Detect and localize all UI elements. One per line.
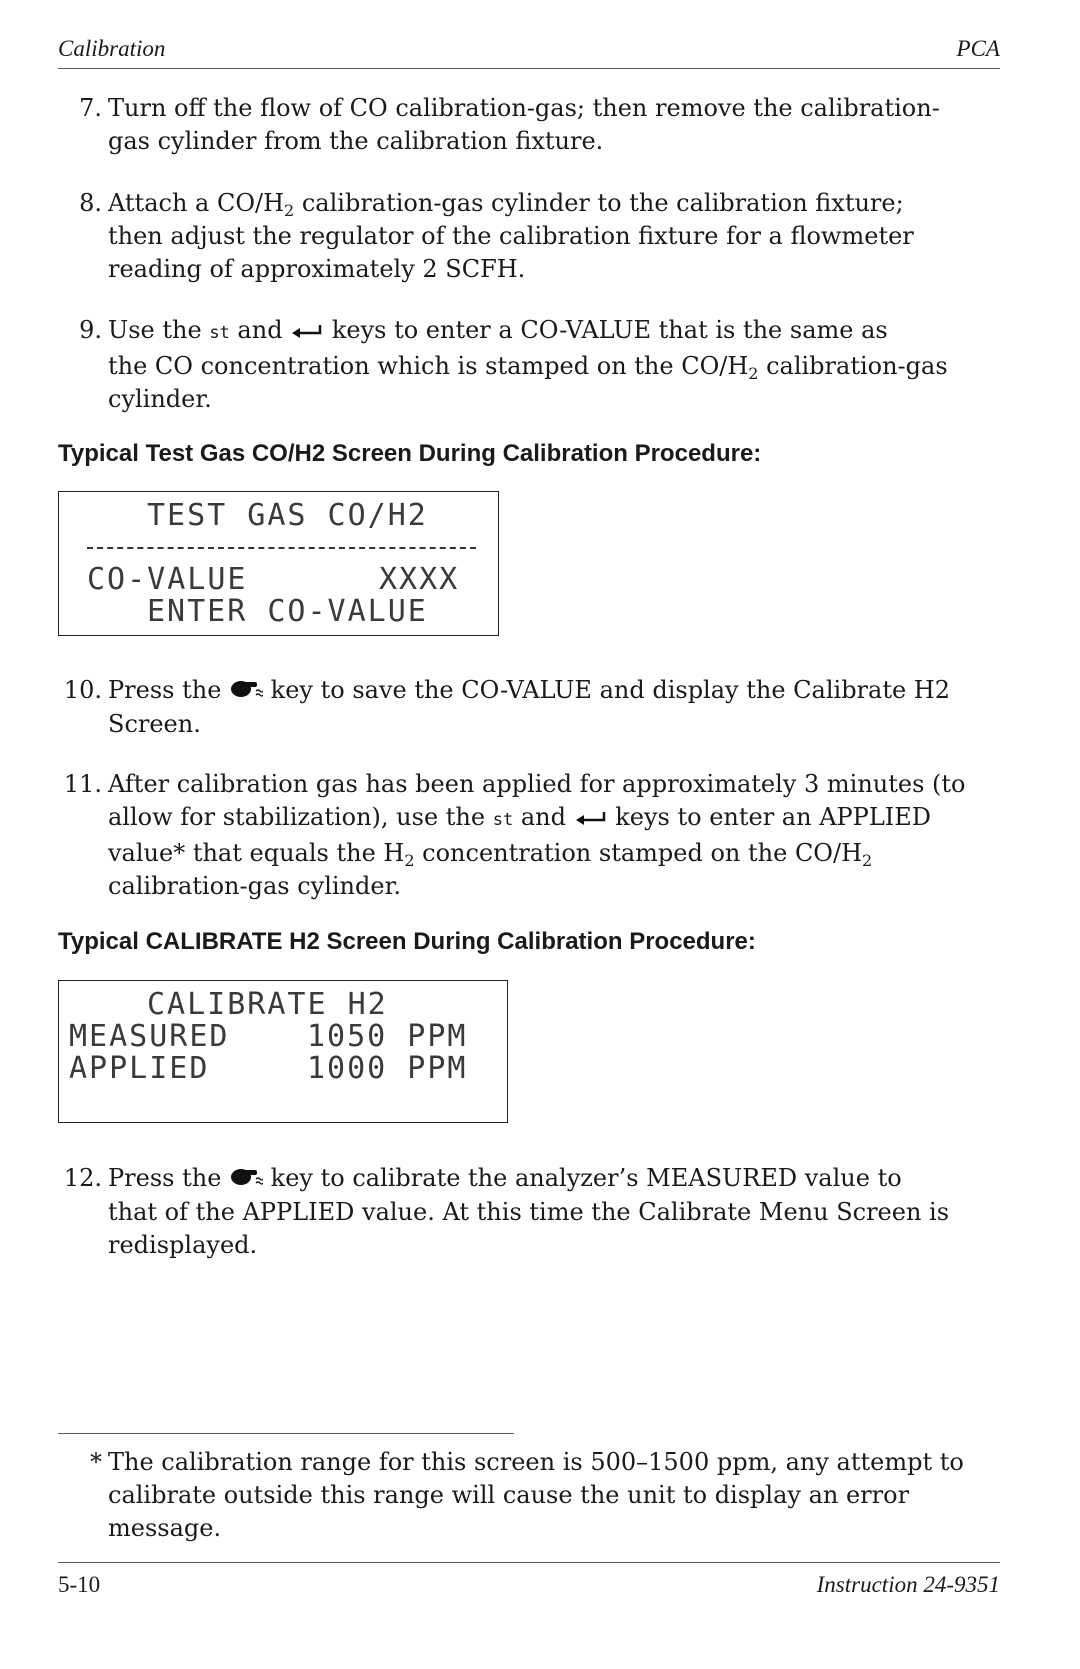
lcd-measured-value: 1050 PPM (307, 1019, 468, 1054)
text-span: Use the (108, 316, 210, 344)
step-text-line: that of the APPLIED value. At this time the Calibrate Menu Screen is (108, 1198, 950, 1226)
step-text-line: After calibration gas has been applied for approximately 3 minutes (to (108, 770, 966, 798)
footnote-line: The calibration range for this screen is 500–1500 ppm, any attempt to (108, 1448, 964, 1476)
lcd-co-value-label: CO-VALUE (87, 562, 248, 597)
text-span: Attach a CO/H (108, 189, 285, 217)
lcd-applied-value: 1000 PPM (307, 1051, 468, 1086)
footer-rule (58, 1562, 1000, 1563)
lcd-prompt: ENTER CO-VALUE (147, 594, 428, 629)
step-text-line (108, 674, 1000, 708)
text-span: keys to enter a CO-VALUE that is the same as (324, 316, 888, 344)
step-text-line: calibration-gas cylinder. (108, 872, 402, 900)
arrow-keys-glyph: st (209, 323, 230, 343)
step-10 (63, 674, 1000, 741)
text-span: concentration stamped on the CO/H (414, 839, 862, 867)
text-span: Press the (108, 676, 230, 704)
text-span: key to save the CO-VALUE and display the Calibrate H2 (263, 676, 951, 704)
text-span: and (229, 316, 291, 344)
subscript: 2 (748, 364, 759, 383)
lcd-calibrate-h2-screen (58, 980, 508, 1123)
page-footer (58, 1572, 1000, 1598)
step-text-line (108, 1162, 1000, 1196)
text-span: calibration-gas cylinder to the calibration fixture; (294, 189, 904, 217)
step-text-line (108, 350, 1000, 383)
text-span: and (513, 803, 574, 831)
footnote-rule (58, 1433, 514, 1434)
lcd-applied-label: APPLIED (69, 1051, 210, 1086)
step-number: 8. (79, 189, 102, 217)
subscript: 2 (862, 851, 873, 870)
step-text-line: redisplayed. (108, 1231, 258, 1259)
document-number: Instruction 24-9351 (816, 1572, 1000, 1597)
text-span: allow for stabilization), use the (108, 803, 493, 831)
text-span: calibration-gas (758, 352, 948, 380)
hand-pointer-key-icon (229, 675, 263, 708)
footnote (90, 1446, 1000, 1545)
step-number: 9. (79, 316, 102, 344)
lcd-divider (87, 547, 476, 549)
footnote-line: message. (108, 1514, 222, 1542)
lcd-title: TEST GAS CO/H2 (147, 498, 428, 533)
step-12 (63, 1162, 1000, 1262)
footnote-line: calibrate outside this range will cause the unit to display an error (108, 1481, 910, 1509)
step-7 (79, 92, 1000, 158)
step-text-line: cylinder. (108, 385, 212, 413)
lcd-title: CALIBRATE H2 (147, 987, 388, 1022)
subscript: 2 (284, 201, 295, 220)
text-span: Press the (108, 1164, 230, 1192)
step-8 (79, 187, 1000, 286)
step-text-line: Screen. (108, 710, 201, 738)
header-rule (58, 68, 1000, 69)
step-number: 12. (63, 1164, 102, 1192)
step-text-line (108, 314, 1000, 350)
step-text-line: reading of approximately 2 SCFH. (108, 255, 526, 283)
header-product-name: PCA (956, 36, 1000, 61)
hand-pointer-key-icon (229, 1163, 263, 1196)
header-section-title: Calibration (58, 36, 166, 61)
step-number: 10. (63, 676, 102, 704)
page-header (58, 36, 1000, 62)
footnote-mark: * (90, 1448, 102, 1476)
screen-caption-calibrate-h2: Typical CALIBRATE H2 Screen During Calibration Procedure: (58, 928, 756, 955)
step-9 (79, 314, 1000, 416)
arrow-keys-glyph: st (492, 810, 514, 830)
enter-key-icon (290, 315, 324, 348)
step-text-line: gas cylinder from the calibration fixture. (108, 127, 604, 155)
step-text-line: Turn off the flow of CO calibration-gas; then remove the calibration- (108, 94, 940, 122)
text-span: the CO concentration which is stamped on the CO/H (108, 352, 749, 380)
step-text-line (108, 801, 1000, 837)
step-text-line (108, 187, 1000, 220)
screen-caption-test-gas: Typical Test Gas CO/H2 Screen During Calibration Procedure: (58, 440, 762, 467)
text-span: keys to enter an APPLIED (607, 803, 932, 831)
text-span: value* that equals the H (108, 839, 405, 867)
lcd-test-gas-screen (58, 491, 499, 636)
step-text-line: then adjust the regulator of the calibration fixture for a flowmeter (108, 222, 914, 250)
step-11 (63, 768, 1000, 903)
page-number: 5-10 (58, 1572, 101, 1597)
text-span: key to calibrate the analyzer’s MEASURED value to (263, 1164, 902, 1192)
lcd-co-value: XXXX (379, 562, 460, 597)
lcd-measured-label: MEASURED (69, 1019, 230, 1054)
enter-key-icon (574, 802, 608, 835)
subscript: 2 (404, 851, 415, 870)
step-number: 7. (79, 94, 102, 122)
step-number: 11. (63, 770, 102, 798)
step-text-line (108, 837, 1000, 870)
